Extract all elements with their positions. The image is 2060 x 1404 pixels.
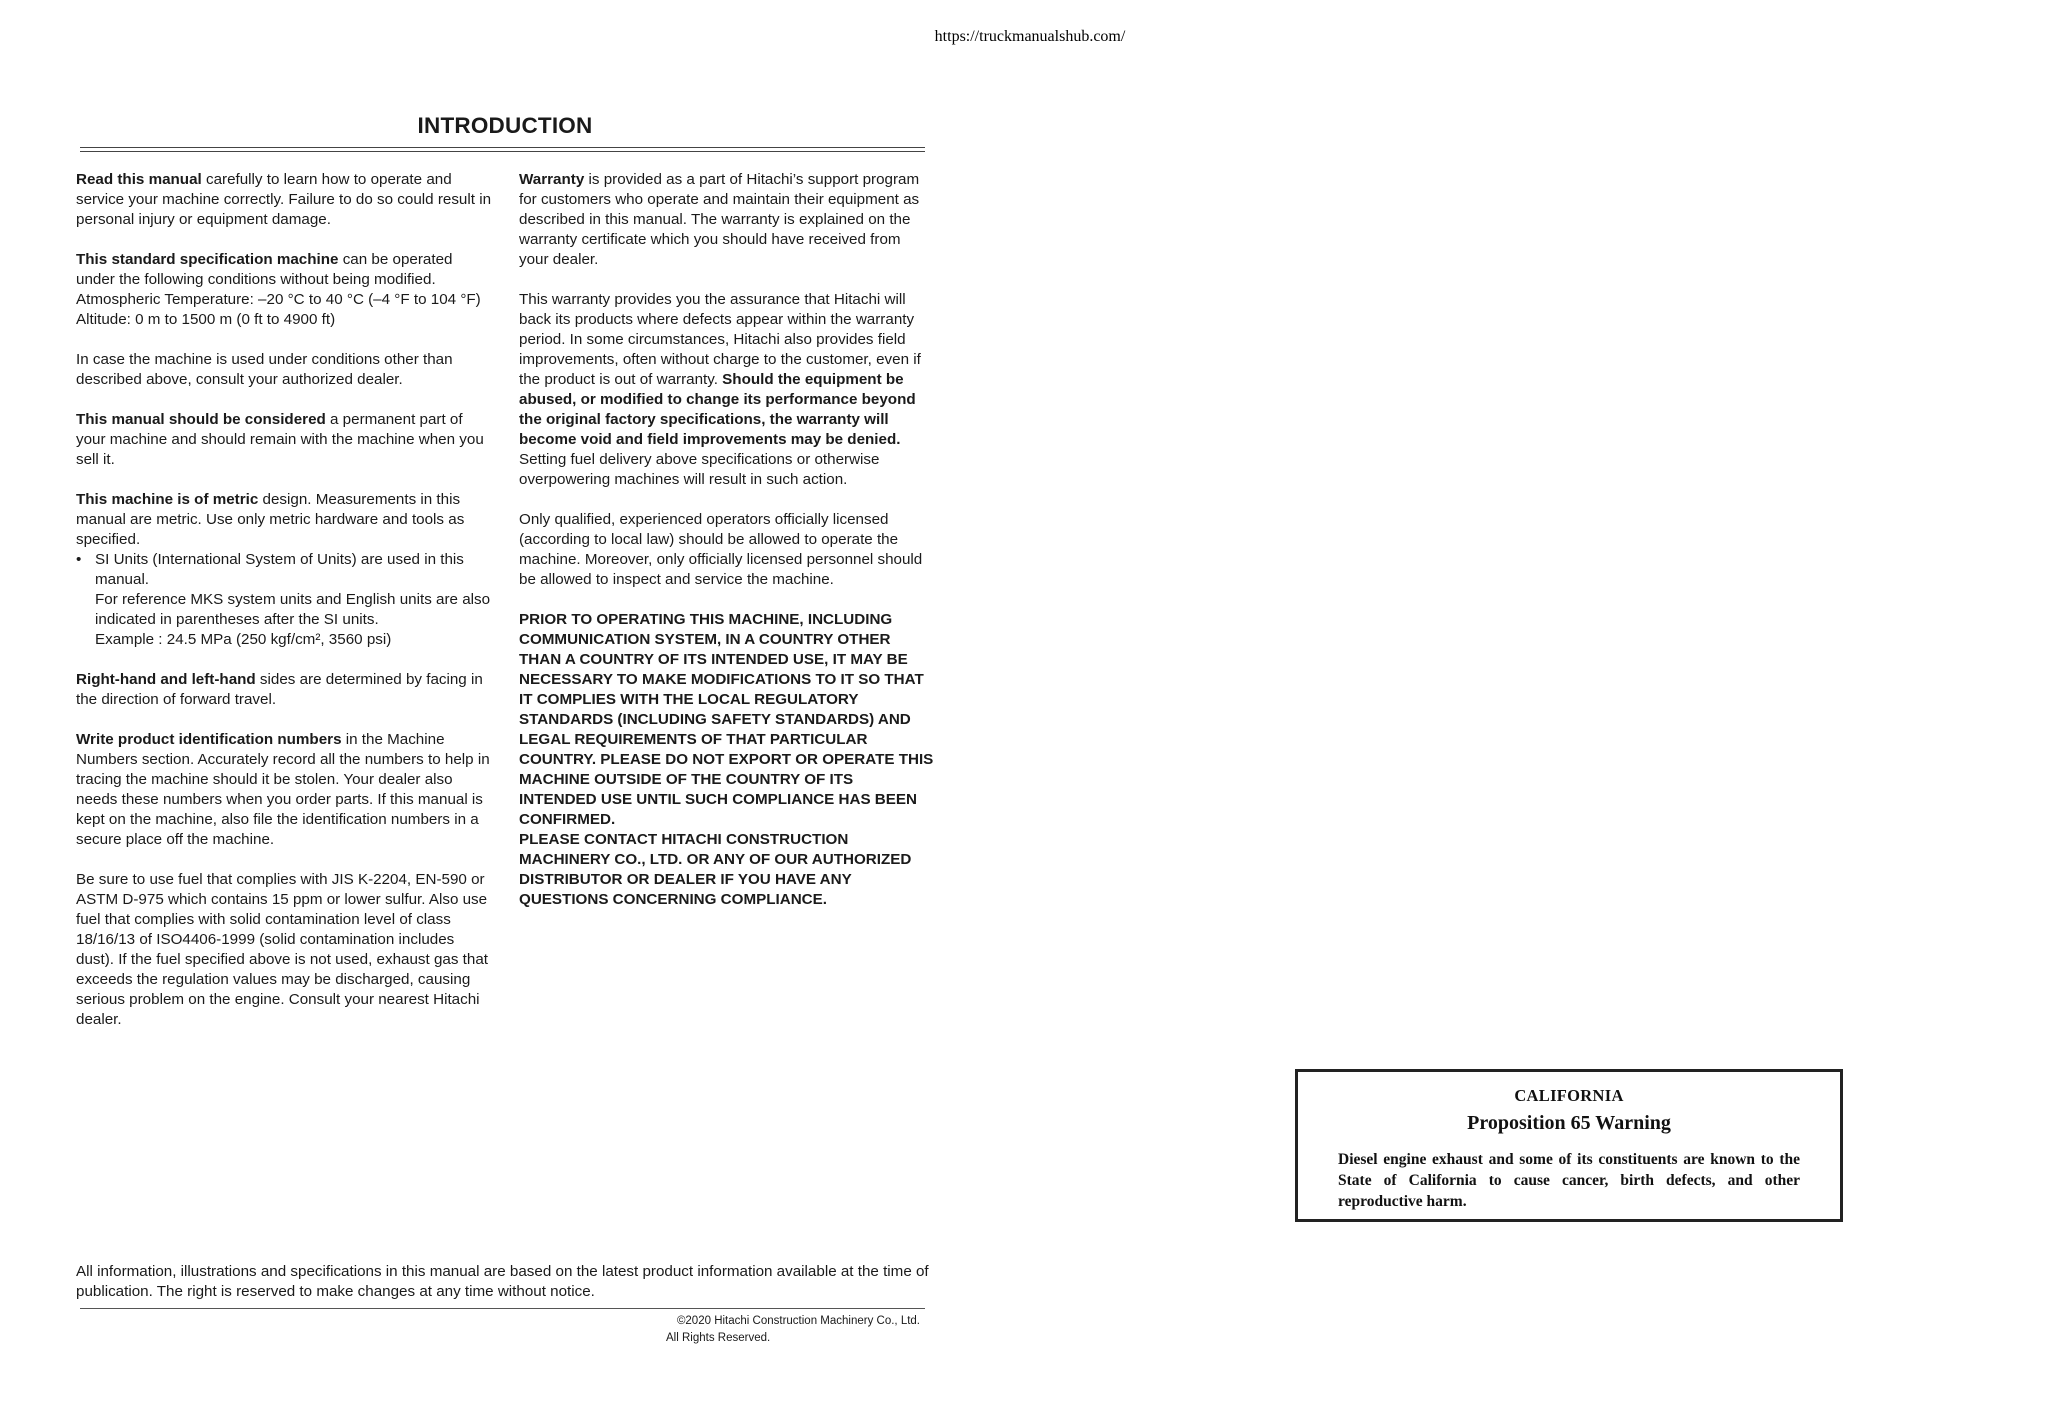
lead-in-bold: This standard specification machine	[76, 251, 339, 268]
source-url[interactable]: https://truckmanualshub.com/	[934, 28, 1126, 45]
qualified-operators-paragraph: Only qualified, experienced operators officially licensed (according to local law) should be allowed to operate the machine. Moreover, only officially licensed personnel should be allowed to inspect and service the machine.	[519, 511, 923, 588]
left-column	[76, 170, 491, 1050]
lead-in-bold: This machine is of metric	[76, 491, 259, 508]
footer-rule	[80, 1308, 925, 1309]
right-left-paragraph	[76, 670, 491, 710]
paragraph-text: is provided as a part of Hitachi’s support program for customers who operate and maintain their equipment as described in this manual. The warranty is explained on the warranty certificate which you should have received from your dealer.	[519, 171, 920, 268]
paragraph-text: Setting fuel delivery above specifications or otherwise overpowering machines will result in such action.	[519, 451, 880, 488]
title-double-rule	[80, 147, 925, 152]
fuel-paragraph: Be sure to use fuel that complies with JIS K-2204, EN-590 or ASTM D-975 which contains 15 ppm or lower sulfur. Also use fuel that complies with solid contamination level of class 18/16/13 of ISO4406-1999 (solid contamination includes dust). If the fuel specified above is not used, exhaust gas that exceeds the regulation values may be discharged, causing serious problem on the engine. Consult your nearest Hitachi dealer.	[76, 871, 489, 1028]
paragraph-text: design. Measurements in this manual are metric. Use only metric hardware and tools as specified.	[76, 491, 465, 548]
compliance-paragraph	[519, 610, 934, 910]
right-column	[519, 170, 934, 910]
warning-title: Proposition 65 Warning	[1467, 1112, 1671, 1134]
contact-notice-bold: PLEASE CONTACT HITACHI CONSTRUCTION MACHINERY CO., LTD. OR ANY OF OUR AUTHORIZED DISTRIBUTOR OR DEALER IF YOU HAVE ANY QUESTIONS CONCERNING COMPLIANCE.	[519, 831, 912, 908]
paragraph-text: sides are determined by facing in the direction of forward travel.	[76, 671, 483, 708]
lead-in-bold: Read this manual	[76, 171, 202, 188]
bullet-dot: •	[76, 551, 82, 568]
identification-numbers-paragraph	[76, 730, 491, 850]
warning-state: CALIFORNIA	[1514, 1086, 1624, 1105]
lead-in-bold: Write product identification numbers	[76, 731, 342, 748]
warning-body: Diesel engine exhaust and some of its constituents are known to the State of California to cause cancer, birth defects, and other reproductive harm.	[1338, 1151, 1800, 1210]
warranty-paragraph	[519, 170, 934, 270]
compliance-notice-bold: PRIOR TO OPERATING THIS MACHINE, INCLUDING COMMUNICATION SYSTEM, IN A COUNTRY OTHER THAN A COUNTRY OF ITS INTENDED USE, IT MAY BE NECESSARY TO MAKE MODIFICATIONS TO IT SO THAT IT COMPLIES WITH THE LOCAL REGULATORY STANDARDS (INCLUDING SAFETY STANDARDS) AND LEGAL REQUIREMENTS OF THAT PARTICULAR COUNTRY. PLEASE DO NOT EXPORT OR OPERATE THIS MACHINE OUTSIDE OF THE COUNTRY OF ITS INTENDED USE UNTIL SUCH COMPLIANCE HAS BEEN CONFIRMED.	[519, 611, 934, 828]
spec-conditions-paragraph	[76, 250, 491, 330]
lead-in-bold: Warranty	[519, 171, 585, 188]
manual-permanent-paragraph	[76, 410, 491, 470]
copyright-line: ©2020 Hitachi Construction Machinery Co., Ltd.	[676, 1315, 920, 1327]
paragraph-text: can be operated under the following conditions without being modified.	[76, 251, 453, 288]
paragraph-text: in the Machine Numbers section. Accurately record all the numbers to help in tracing the machine should it be stolen. Your dealer also needs these numbers when you order parts. If this manual is kept on the machine, also file the identification numbers in a secure place off the machine.	[76, 731, 490, 848]
metric-section	[76, 490, 491, 650]
warranty-void-bold: Should the equipment be abused, or modified to change its performance beyond the original factory specifications, the warranty will become void and field improvements may be denied.	[519, 371, 916, 448]
units-example: Example : 24.5 MPa (250 kgf/cm², 3560 psi)	[95, 631, 392, 648]
lead-in-bold: Right-hand and left-hand	[76, 671, 256, 688]
paragraph-text: This warranty provides you the assurance that Hitachi will back its products where defects appear within the warranty period. In some circumstances, Hitachi also provides field improvements, often without charge to the customer, even if the product is out of warranty.	[519, 291, 921, 388]
si-units-bullet	[76, 550, 491, 590]
rights-reserved: All Rights Reserved.	[666, 1332, 771, 1344]
paragraph-text: carefully to learn how to operate and service your machine correctly. Failure to do so could result in personal injury or equipment damage.	[76, 171, 492, 228]
footer-note: All information, illustrations and specifications in this manual are based on the latest product information available at the time of publication. The right is reserved to make changes at any time without notice.	[76, 1263, 929, 1300]
bullet-text: SI Units (International System of Units) are used in this manual.	[95, 551, 464, 588]
other-conditions-paragraph: In case the machine is used under conditions other than described above, consult your authorized dealer.	[76, 351, 453, 388]
read-manual-paragraph	[76, 170, 491, 230]
prop65-warning-box	[1295, 1069, 1843, 1222]
metric-paragraph	[76, 490, 491, 550]
copyright	[600, 1313, 920, 1347]
warranty-assurance-paragraph	[519, 290, 934, 490]
mks-units-note: For reference MKS system units and English units are also indicated in parentheses after the SI units.	[95, 591, 491, 628]
paragraph-text: a permanent part of your machine and should remain with the machine when you sell it.	[76, 411, 484, 468]
temperature-range: Atmospheric Temperature: –20 °C to 40 °C (–4 °F to 104 °F)	[76, 291, 481, 308]
altitude-range: Altitude: 0 m to 1500 m (0 ft to 4900 ft)	[76, 311, 336, 328]
lead-in-bold: This manual should be considered	[76, 411, 326, 428]
page-title: INTRODUCTION	[417, 113, 593, 138]
